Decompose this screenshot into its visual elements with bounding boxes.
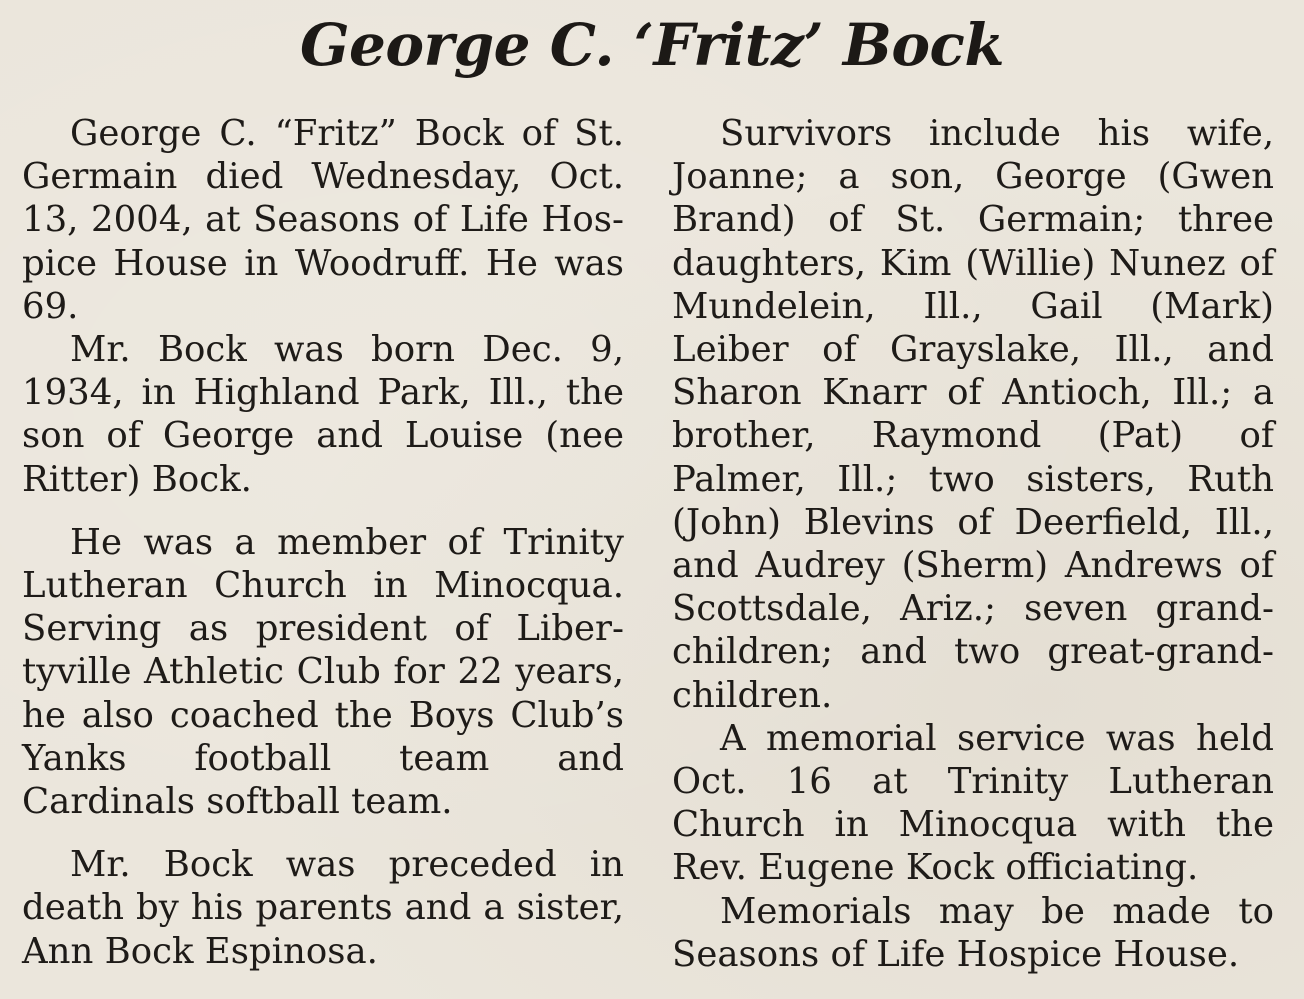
paragraph-gap (22, 823, 624, 843)
right-column (672, 112, 1274, 976)
paragraph-birth: Mr. Bock was born Dec. 9, 1934, in Highland Park, Ill., the son of George and Louise (nee Ritter) Bock. (22, 329, 624, 500)
paragraph-preceded-in-death: Mr. Bock was preceded in death by his parents and a sister, Ann Bock Espinosa. (22, 844, 624, 972)
left-column (22, 112, 624, 973)
paragraph-death-notice: George C. “Fritz” Bock of St. Germain died Wednesday, Oct. 13, 2004, at Seasons of Life Hospice House in Woodruff. He was 69. (22, 113, 624, 327)
paragraph-survivors: Survivors include his wife, Joanne; a son, George (Gwen Brand) of St. Germain; three daughters, Kim (Willie) Nunez of Mundelein, Ill., Gail (Mark) Leiber of Grayslake, Ill., and Sharon Knarr of Antioch, Ill.; a brother, Raymond (Pat) of Palmer, Ill.; two sisters, Ruth (John) Blevins of Deerfield, Ill., and Audrey (Sherm) Andrews of Scottsdale, Ariz.; seven grandchildren; and two great-grandchildren. (672, 113, 1274, 716)
paragraph-memorials: Memorials may be made to Seasons of Life Hospice House. (672, 890, 1274, 975)
obituary-headline: George C. ‘Fritz’ Bock (299, 11, 1005, 79)
paragraph-memorial-service: A memorial service was held Oct. 16 at Trinity Lutheran Church in Minocqua with the Rev. Eugene Kock officiating. (672, 717, 1274, 889)
paragraph-church-and-club: He was a member of Trinity Lutheran Church in Minocqua. Serving as president of Libertyville Athletic Club for 22 years, he also coached the Boys Club’s Yanks football team and Cardinals softball team. (22, 521, 624, 823)
paragraph-gap (22, 501, 624, 521)
